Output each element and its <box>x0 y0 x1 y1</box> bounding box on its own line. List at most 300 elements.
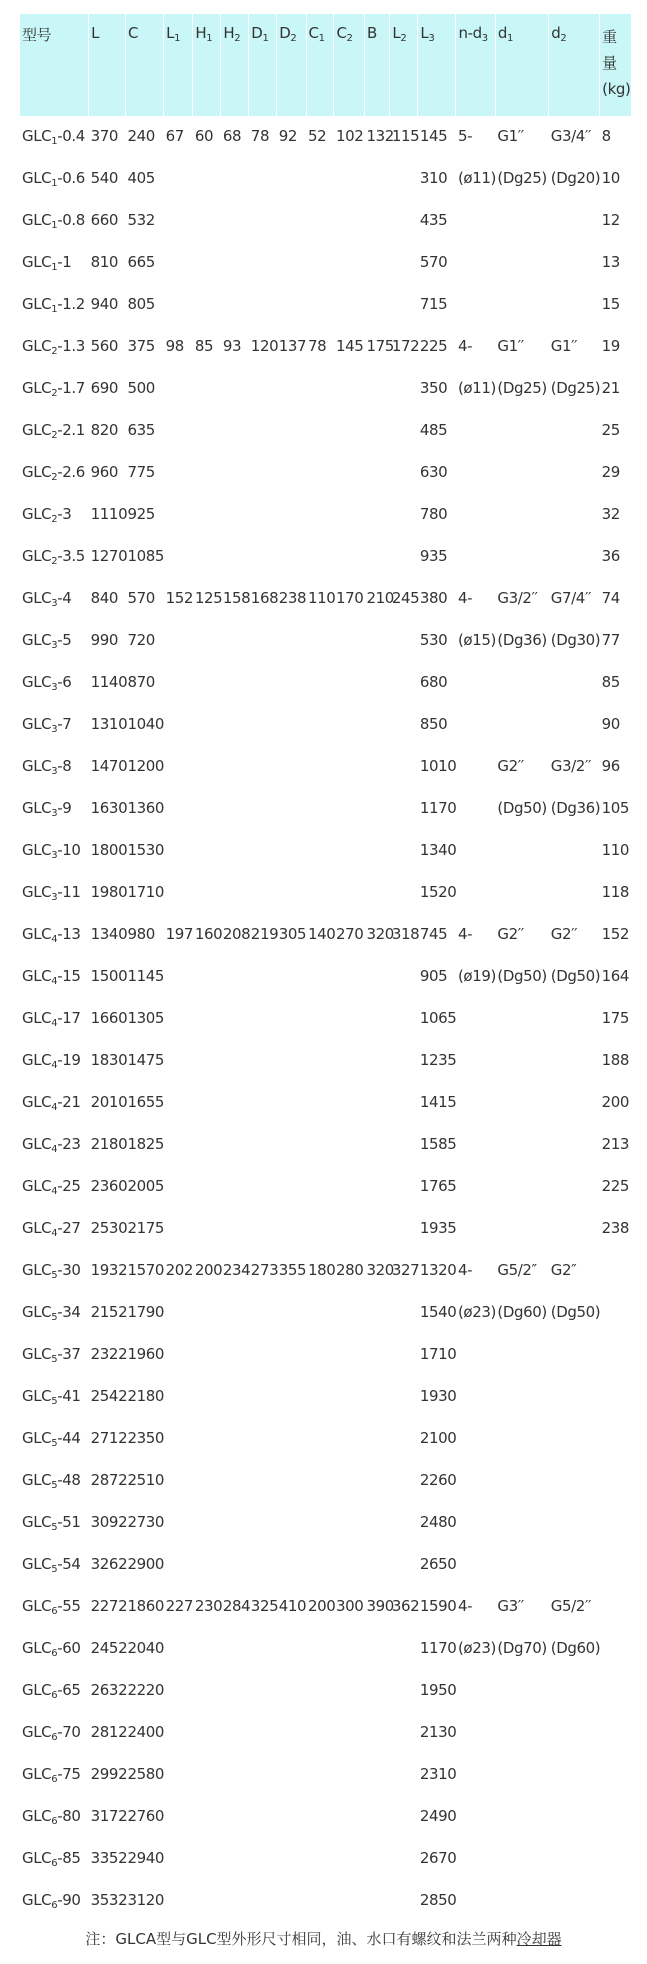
table-row <box>20 200 632 242</box>
cell-w: 32 <box>601 505 620 523</box>
col-C2-header <box>334 14 365 116</box>
model-series: 2 <box>51 514 58 525</box>
header-sub: 1 <box>262 33 269 44</box>
cell-d1 <box>495 284 548 326</box>
cell-C: 2220 <box>127 1681 165 1699</box>
cell-nd3 <box>456 242 495 284</box>
footnote <box>0 1928 647 1949</box>
cell-D1 <box>249 1796 277 1838</box>
cell-D2 <box>277 284 306 326</box>
cell-C1 <box>306 1628 334 1670</box>
cell-L: 2872 <box>90 1471 128 1489</box>
cell-C: 2350 <box>127 1429 165 1447</box>
model-prefix: GLC <box>22 1093 52 1111</box>
model-series: 5 <box>51 1564 58 1575</box>
cell-C1 <box>306 1334 334 1376</box>
cell-L2 <box>390 1838 418 1880</box>
cell-L1 <box>164 494 193 536</box>
cell-C2 <box>334 620 365 662</box>
cell-L1 <box>164 158 193 200</box>
cell-C2 <box>334 1712 365 1754</box>
cell-H2 <box>221 494 249 536</box>
cell-w: 90 <box>601 715 620 733</box>
cell-d2 <box>549 1670 600 1712</box>
cell-C1: 200 <box>308 1597 336 1615</box>
cell-d2 <box>549 1712 600 1754</box>
cell-B: 320 <box>366 1261 394 1279</box>
cell-L3: 745 <box>419 925 448 943</box>
cell-L1 <box>164 1208 193 1250</box>
model-number: -25 <box>57 1177 81 1195</box>
cell-L: 3352 <box>90 1849 128 1867</box>
cell-C2 <box>334 1796 365 1838</box>
cell-w: 200 <box>601 1093 630 1111</box>
cell-H1 <box>193 830 221 872</box>
model-prefix: GLC <box>22 1849 52 1867</box>
cell-D1 <box>249 1670 277 1712</box>
cell-model <box>20 536 89 578</box>
header-row <box>20 14 632 116</box>
model-number: -37 <box>57 1345 81 1363</box>
model-prefix: GLC <box>22 1597 52 1615</box>
header-base: d <box>497 24 508 42</box>
model-prefix: GLC <box>22 1135 52 1153</box>
cell-C2 <box>334 1376 365 1418</box>
cell-C: 925 <box>127 505 155 523</box>
cell-L3: 905 <box>419 967 448 985</box>
cell-d2: G3/2′′ <box>550 757 591 775</box>
cell-w: 25 <box>601 421 620 439</box>
cell-d1 <box>495 1712 548 1754</box>
cell-C1 <box>306 788 334 830</box>
cell-w <box>600 1712 632 1754</box>
cell-H2 <box>221 956 249 998</box>
cell-B <box>364 1460 389 1502</box>
cell-d2 <box>549 1460 600 1502</box>
header-sub: 2 <box>560 33 567 44</box>
cell-D2 <box>277 536 306 578</box>
cell-B <box>364 1124 389 1166</box>
cell-D1: 325 <box>250 1597 279 1615</box>
model-prefix: GLC <box>22 1051 52 1069</box>
cell-C1 <box>306 1292 334 1334</box>
cell-D1 <box>249 1460 277 1502</box>
cell-D1 <box>249 1712 277 1754</box>
model-prefix: GLC <box>22 295 52 313</box>
cell-L3: 715 <box>419 295 448 313</box>
cell-L1 <box>164 872 193 914</box>
model-number: -85 <box>57 1849 81 1867</box>
cell-H1 <box>193 1670 221 1712</box>
model-prefix: GLC <box>22 1513 52 1531</box>
col-B-header: B <box>364 14 389 116</box>
cell-B <box>364 1880 389 1922</box>
header-sub: 3 <box>428 33 435 44</box>
cell-C2 <box>334 788 365 830</box>
cell-L3: 1065 <box>419 1009 457 1027</box>
cell-L: 660 <box>90 211 119 229</box>
cell-nd3 <box>456 998 495 1040</box>
cell-L3: 1710 <box>419 1345 457 1363</box>
cell-L1 <box>164 1628 193 1670</box>
cell-D1 <box>249 242 277 284</box>
cell-C2 <box>334 704 365 746</box>
cell-D1 <box>249 620 277 662</box>
cell-B <box>364 1376 389 1418</box>
cell-L2 <box>390 956 418 998</box>
cell-L1 <box>164 1292 193 1334</box>
cell-C1 <box>306 1880 334 1922</box>
cell-B <box>364 998 389 1040</box>
model-prefix: GLC <box>22 547 52 565</box>
cell-H1: 230 <box>194 1597 223 1615</box>
cell-D2 <box>277 1796 306 1838</box>
cell-B: 175 <box>366 337 394 355</box>
cell-L1 <box>164 1880 193 1922</box>
model-number: -13 <box>57 925 81 943</box>
model-number: -10 <box>57 841 81 859</box>
cell-L: 2322 <box>90 1345 128 1363</box>
col-d2-header <box>549 14 600 116</box>
cell-w: 238 <box>601 1219 630 1237</box>
model-number: -60 <box>57 1639 81 1657</box>
cell-L2 <box>390 620 418 662</box>
cell-d2 <box>549 872 600 914</box>
cell-D2 <box>277 242 306 284</box>
cell-C: 570 <box>127 589 155 607</box>
cell-H2 <box>221 1418 249 1460</box>
cell-L2 <box>390 1502 418 1544</box>
cell-d1: (Dg25) <box>497 379 547 397</box>
cell-nd3 <box>456 1838 495 1880</box>
cell-L3: 1170 <box>419 799 457 817</box>
col-H2-header <box>221 14 249 116</box>
cell-d1 <box>495 1040 548 1082</box>
cell-model <box>20 1880 89 1922</box>
cell-model <box>20 746 89 788</box>
cell-C1: 110 <box>308 589 336 607</box>
model-prefix: GLC <box>22 421 52 439</box>
cell-L: 840 <box>90 589 119 607</box>
cell-L1 <box>164 1502 193 1544</box>
model-series: 6 <box>51 1732 58 1743</box>
cell-L2 <box>390 1880 418 1922</box>
cell-d1 <box>495 998 548 1040</box>
cell-C: 1085 <box>127 547 165 565</box>
cell-nd3 <box>456 1376 495 1418</box>
cell-C1 <box>306 1166 334 1208</box>
cell-D2 <box>277 494 306 536</box>
model-series: 1 <box>51 178 58 189</box>
model-prefix: GLC <box>22 1471 52 1489</box>
cell-D1: 120 <box>250 337 279 355</box>
cell-C2: 170 <box>335 589 364 607</box>
cell-model <box>20 1670 89 1712</box>
model-series: 3 <box>51 598 58 609</box>
cell-C2 <box>334 1880 365 1922</box>
cell-model <box>20 200 89 242</box>
cell-D1 <box>249 200 277 242</box>
cell-D1 <box>249 1376 277 1418</box>
cell-d1 <box>495 662 548 704</box>
cell-w <box>600 1628 632 1670</box>
cell-d1 <box>495 536 548 578</box>
cell-d1 <box>495 704 548 746</box>
cell-H2 <box>221 1880 249 1922</box>
cell-C2 <box>334 1670 365 1712</box>
col-D1-header <box>249 14 277 116</box>
cell-D1 <box>249 1292 277 1334</box>
cell-L: 2152 <box>90 1303 128 1321</box>
cell-H2 <box>221 200 249 242</box>
cell-d1: G5/2″ <box>497 1261 537 1279</box>
table-row <box>20 1628 632 1670</box>
cell-H2 <box>221 1628 249 1670</box>
cell-d2 <box>549 1334 600 1376</box>
model-number: -0.4 <box>57 127 85 145</box>
cell-B <box>364 1418 389 1460</box>
cell-H2: 68 <box>222 127 242 145</box>
table-row <box>20 704 632 746</box>
cell-C: 375 <box>127 337 155 355</box>
header-sub: 3 <box>481 33 488 44</box>
cell-D2: 92 <box>278 127 298 145</box>
table-row <box>20 1796 632 1838</box>
cell-nd3 <box>456 1670 495 1712</box>
cell-w: 164 <box>601 967 630 985</box>
cell-model <box>20 284 89 326</box>
cell-d1 <box>495 1376 548 1418</box>
cell-D2 <box>277 1670 306 1712</box>
cell-L2: 362 <box>391 1597 420 1615</box>
cell-B <box>364 1502 389 1544</box>
cell-C: 2580 <box>127 1765 165 1783</box>
cell-C2 <box>334 1544 365 1586</box>
cell-d2 <box>549 1040 600 1082</box>
model-prefix: GLC <box>22 967 52 985</box>
model-number: -23 <box>57 1135 81 1153</box>
cell-L2 <box>390 1082 418 1124</box>
cell-C2 <box>334 662 365 704</box>
cell-B: 210 <box>366 589 394 607</box>
table-row <box>20 1670 632 1712</box>
model-number: -1.7 <box>57 379 85 397</box>
cell-C2: 145 <box>335 337 364 355</box>
cell-nd3 <box>456 410 495 452</box>
cell-nd3 <box>456 1082 495 1124</box>
cell-nd3 <box>456 1208 495 1250</box>
header-base: H <box>195 24 207 42</box>
cell-d1 <box>495 1670 548 1712</box>
cell-H1: 200 <box>194 1261 223 1279</box>
cell-H2 <box>221 1292 249 1334</box>
cell-H1 <box>193 1292 221 1334</box>
cell-L2 <box>390 704 418 746</box>
model-series: 4 <box>51 1228 58 1239</box>
cell-C: 2180 <box>127 1387 165 1405</box>
cell-B <box>364 872 389 914</box>
cell-nd3: 5- <box>457 127 473 145</box>
cell-w: 213 <box>601 1135 630 1153</box>
cell-L2 <box>390 1376 418 1418</box>
model-series: 2 <box>51 472 58 483</box>
model-prefix: GLC <box>22 1723 52 1741</box>
cell-D1 <box>249 1544 277 1586</box>
cell-D1 <box>249 494 277 536</box>
cell-L2 <box>390 830 418 872</box>
cell-model <box>20 116 89 158</box>
cell-H1 <box>193 284 221 326</box>
cell-C2 <box>334 746 365 788</box>
col-H1-header <box>193 14 221 116</box>
cell-L2 <box>390 200 418 242</box>
cell-D2: 355 <box>278 1261 307 1279</box>
cell-C2 <box>334 1040 365 1082</box>
cell-B <box>364 704 389 746</box>
cell-L1: 67 <box>165 127 184 145</box>
model-series: 5 <box>51 1480 58 1491</box>
model-prefix: GLC <box>22 463 52 481</box>
cell-nd3 <box>456 1502 495 1544</box>
cell-C: 1200 <box>127 757 165 775</box>
cell-C1 <box>306 284 334 326</box>
cell-H1 <box>193 746 221 788</box>
cell-H2: 158 <box>222 589 251 607</box>
cell-model <box>20 1544 89 1586</box>
col-C-header: C <box>126 14 164 116</box>
cell-L2: 327 <box>391 1261 420 1279</box>
cell-D1 <box>249 452 277 494</box>
cell-d1 <box>495 872 548 914</box>
table-row <box>20 1082 632 1124</box>
cell-H1 <box>193 1460 221 1502</box>
cell-d2 <box>549 1796 600 1838</box>
cell-C1 <box>306 242 334 284</box>
header-sub: 2 <box>290 33 297 44</box>
cell-B <box>364 452 389 494</box>
cell-D2 <box>277 998 306 1040</box>
cell-H2 <box>221 1124 249 1166</box>
table-row <box>20 1166 632 1208</box>
cell-L3: 1235 <box>419 1051 457 1069</box>
cell-L2 <box>390 788 418 830</box>
cell-C2 <box>334 494 365 536</box>
cell-model <box>20 1166 89 1208</box>
model-prefix: GLC <box>22 211 52 229</box>
cell-L1 <box>164 1082 193 1124</box>
cell-C1 <box>306 1460 334 1502</box>
cell-d2 <box>549 1208 600 1250</box>
cell-w: 10 <box>601 169 620 187</box>
cell-L1 <box>164 620 193 662</box>
cell-L2: 245 <box>391 589 420 607</box>
model-prefix: GLC <box>22 1765 52 1783</box>
cell-model <box>20 1460 89 1502</box>
cell-B <box>364 494 389 536</box>
cell-nd3: 4- <box>457 589 473 607</box>
col-D2-header <box>277 14 306 116</box>
cell-d1 <box>495 200 548 242</box>
cell-C1 <box>306 830 334 872</box>
cell-H1 <box>193 1334 221 1376</box>
cell-L1 <box>164 1334 193 1376</box>
cell-B <box>364 1544 389 1586</box>
cell-D1: 78 <box>250 127 270 145</box>
cell-d1 <box>495 1124 548 1166</box>
cell-C: 1960 <box>127 1345 165 1363</box>
cell-C: 1145 <box>127 967 165 985</box>
cell-D2 <box>277 368 306 410</box>
cell-C2 <box>334 1166 365 1208</box>
cell-L3: 310 <box>419 169 448 187</box>
cell-C1 <box>306 662 334 704</box>
cell-d1 <box>495 1418 548 1460</box>
cell-D2 <box>277 410 306 452</box>
cell-L2 <box>390 1628 418 1670</box>
model-series: 5 <box>51 1438 58 1449</box>
cell-B <box>364 1292 389 1334</box>
model-series: 4 <box>51 1060 58 1071</box>
model-prefix: GLC <box>22 883 52 901</box>
header-base: C <box>308 24 319 42</box>
cell-H1: 160 <box>194 925 223 943</box>
cell-nd3 <box>456 494 495 536</box>
cell-L1 <box>164 704 193 746</box>
footnote-link[interactable]: 冷却器 <box>516 1930 562 1948</box>
cell-C: 1790 <box>127 1303 165 1321</box>
cell-L2 <box>390 1166 418 1208</box>
table-body <box>20 116 632 1922</box>
cell-D1 <box>249 1082 277 1124</box>
cell-C1: 180 <box>308 1261 336 1279</box>
cell-C1 <box>306 1712 334 1754</box>
cell-L: 1340 <box>90 925 128 943</box>
cell-D2 <box>277 1544 306 1586</box>
cell-d2 <box>549 1166 600 1208</box>
cell-nd3 <box>456 1124 495 1166</box>
model-number: -41 <box>57 1387 81 1405</box>
cell-w: 118 <box>601 883 630 901</box>
cell-H1 <box>193 1124 221 1166</box>
cell-H1 <box>193 788 221 830</box>
cell-nd3: 4- <box>457 1597 473 1615</box>
cell-model <box>20 1376 89 1418</box>
header-base: H <box>223 24 235 42</box>
model-number: -3.5 <box>57 547 85 565</box>
cell-model <box>20 1796 89 1838</box>
cell-B <box>364 410 389 452</box>
cell-D1 <box>249 956 277 998</box>
model-series: 4 <box>51 1102 58 1113</box>
cell-d1: G2′′ <box>497 925 524 943</box>
cell-D2 <box>277 1712 306 1754</box>
model-prefix: GLC <box>22 1429 52 1447</box>
cell-d2: (Dg36) <box>550 799 601 817</box>
cell-L3: 1540 <box>419 1303 457 1321</box>
cell-nd3 <box>456 1334 495 1376</box>
cell-w <box>600 1334 632 1376</box>
cell-L3: 145 <box>419 127 448 145</box>
cell-L: 3172 <box>90 1807 128 1825</box>
cell-L: 1270 <box>90 547 128 565</box>
model-prefix: GLC <box>22 169 52 187</box>
cell-C2 <box>334 1418 365 1460</box>
cell-H1 <box>193 1082 221 1124</box>
cell-model <box>20 1334 89 1376</box>
cell-L: 1660 <box>90 1009 128 1027</box>
col-L-header: L <box>89 14 126 116</box>
cell-H2 <box>221 536 249 578</box>
